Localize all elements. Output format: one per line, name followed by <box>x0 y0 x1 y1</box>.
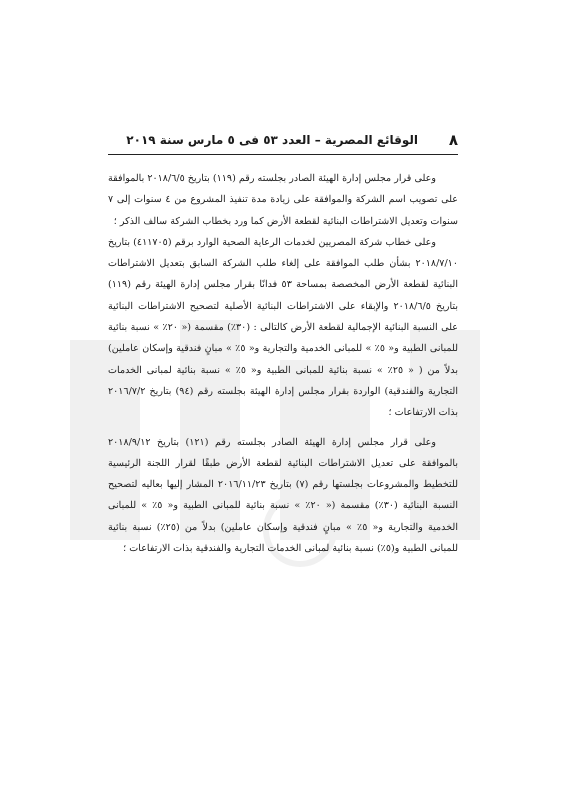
paragraph-gap <box>108 424 458 432</box>
page-header <box>108 128 458 154</box>
running-head: الوقائع المصرية – العدد ٥٣ فى ٥ مارس سنة ٢٠١٩ <box>126 133 418 147</box>
header-rule <box>108 154 458 155</box>
body-text <box>108 168 458 559</box>
paragraph-3: وعلى قرار مجلس إدارة الهيئة الصادر بجلسته رقم (١٢١) بتاريخ ٢٠١٨/٩/١٢ بالموافقة على تعديل الاشتراطات البنائية لقطعة الأرض طبقًا لقرار اللجنة الرئيسية للتخطيط والمشروعات بجلستها رقم (٧) بتاريخ ٢٠١٦/١١/٢٣ المشار إليها بعاليه لتصحيح النسبة البنائية (٣٠٪) مقسمة (« ٢٠٪ » نسبة بنائية للمبانى الطبية و« ٥٪ » للمبانى الخدمية والتجارية و« ٥٪ » مبانٍ فندقية وإسكان عاملين) بدلاً من (٢٥٪) نسبة بنائية للمبانى الطبية و(٥٪) نسبة بنائية لمبانى الخدمات التجارية والفندقية بذات الارتفاعات ؛ <box>108 436 459 555</box>
page-number: ٨ <box>448 131 458 149</box>
paragraph-2: وعلى خطاب شركة المصريين لخدمات الرعاية الصحية الوارد برقم (٤١١٧٠٥) بتاريخ ٢٠١٨/٧/١٠ بشأن طلب الموافقة على إلغاء طلب الشركة السابق بتعديل الاشتراطات البنائية لقطعة الأرض المخصصة بمساحة ٥٣ فدانًا بقرار مجلس إدارة الهيئة رقم (١١٩) بتاريخ ٢٠١٨/٦/٥ والإبقاء على الاشتراطات البنائية الأصلية لتصحيح الاشتراطات البنائية على النسبة البنائية الإجمالية لقطعة الأرض كالتالى : (٣٠٪) مقسمة (« ٢٠٪ » نسبة بنائية للمبانى الطبية و« ٥٪ » للمبانى الخدمية والتجارية و« ٥٪ » مبانٍ فندقية وإسكان عاملين) بدلاً من ( « ٢٥٪ » نسبة بنائية للمبانى الطبية و« ٥٪ » نسبة بنائية لمبانى الخدمات التجارية والفندقية) الواردة بقرار مجلس إدارة الهيئة بجلسته رقم (٩٤) بتاريخ ٢٠١٦/٧/٢ بذات الارتفاعات ؛ <box>108 236 458 419</box>
paragraph-1: وعلى قرار مجلس إدارة الهيئة الصادر بجلسته رقم (١١٩) بتاريخ ٢٠١٨/٦/٥ بالموافقة على تصويب اسم الشركة والموافقة على زيادة مدة تنفيذ المشروع من ٤ سنوات إلى ٧ سنوات وتعديل الاشتراطات البنائية لقطعة الأرض كما ورد بخطاب الشركة سالف الذكر ؛ <box>108 173 458 227</box>
